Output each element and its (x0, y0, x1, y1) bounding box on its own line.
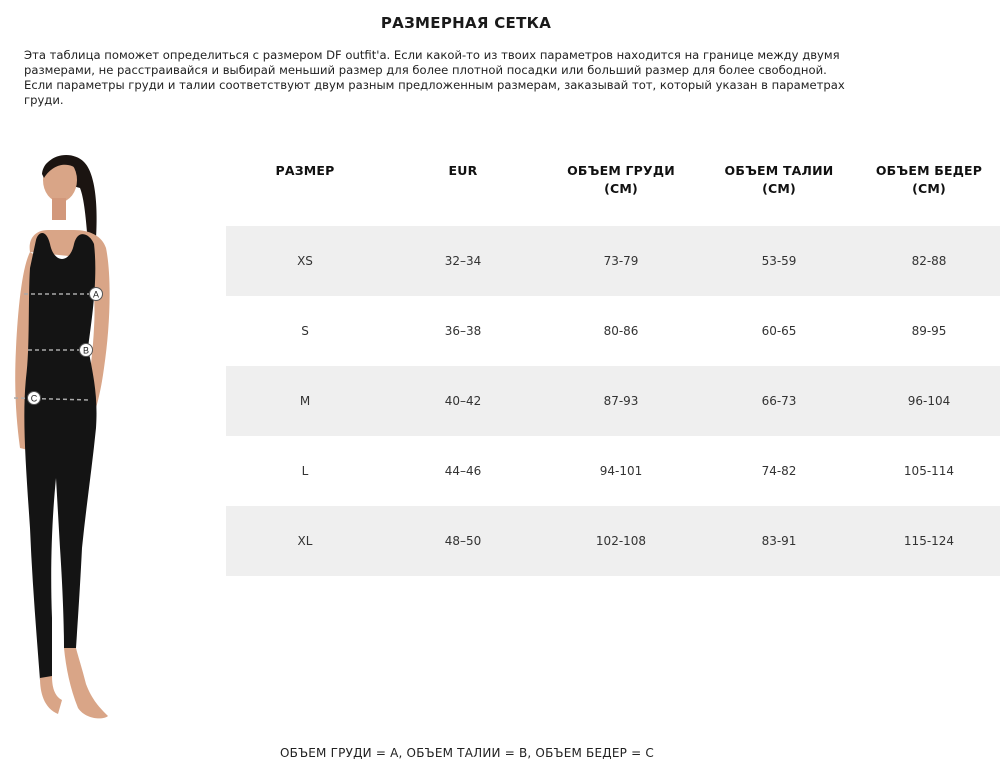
marker-label: A (92, 289, 100, 300)
measurement-legend: ОБЪЕМ ГРУДИ = A, ОБЪЕМ ТАЛИИ = B, ОБЪЕМ БЕДЕР = C (280, 746, 654, 760)
cell-hips: 96-104 (858, 366, 1000, 436)
intro-line: Если параметры груди и талии соответствуют двум разным предложенным размерам, заказывай тот, который указан в параметрах (24, 78, 845, 92)
cell-bust: 87-93 (542, 366, 700, 436)
table-row (226, 506, 1000, 576)
header-label: РАЗМЕР (275, 163, 335, 178)
cell-bust: 80-86 (603, 324, 639, 338)
cell-eur: 44–46 (444, 464, 482, 478)
header-label: ОБЪЕМ БЕДЕР (875, 163, 983, 178)
cell-bust: 94-101 (599, 464, 643, 478)
header-waist (700, 150, 858, 226)
cell-eur: 40–42 (384, 366, 542, 436)
cell-bust: 102-108 (542, 506, 700, 576)
header-label-sub: (СМ) (912, 181, 946, 196)
intro-line: размерами, не расстраивайся и выбирай меньший размер для более плотной посадки или больший размер для более свободной. (24, 63, 827, 77)
cell-eur: 36–38 (444, 324, 482, 338)
header-bust (542, 150, 700, 226)
header-label-sub: (СМ) (604, 181, 638, 196)
table-row (226, 296, 1000, 366)
header-hips (858, 150, 1000, 226)
model-figure (0, 148, 160, 728)
cell-waist: 53-59 (700, 226, 858, 296)
cell-hips: 89-95 (911, 324, 947, 338)
header-label: EUR (448, 163, 478, 178)
cell-waist: 74-82 (761, 464, 797, 478)
model-illustration (0, 148, 160, 728)
cell-size: XL (226, 506, 384, 576)
header-label-sub: (СМ) (762, 181, 796, 196)
cell-eur: 48–50 (384, 506, 542, 576)
header-label: ОБЪЕМ ГРУДИ (567, 163, 675, 178)
cell-size: M (226, 366, 384, 436)
table-row (226, 436, 1000, 506)
cell-size: S (301, 324, 309, 338)
intro-line: Эта таблица поможет определиться с размером DF outfit'a. Если какой-то из твоих параметров находится на границе между двумя (24, 48, 840, 62)
cell-hips: 105-114 (903, 464, 955, 478)
size-table (226, 150, 1000, 576)
cell-eur: 32–34 (384, 226, 542, 296)
page-title: РАЗМЕРНАЯ СЕТКА (380, 14, 552, 32)
header-label: ОБЪЕМ ТАЛИИ (724, 163, 834, 178)
cell-hips: 82-88 (858, 226, 1000, 296)
table-row (226, 226, 1000, 296)
marker-label: C (30, 393, 38, 404)
cell-waist: 60-65 (761, 324, 797, 338)
cell-bust: 73-79 (542, 226, 700, 296)
cell-waist: 66-73 (700, 366, 858, 436)
marker-c-icon (28, 392, 41, 405)
table-row (226, 366, 1000, 436)
marker-b-icon (80, 344, 93, 357)
intro-text (24, 48, 904, 108)
intro-line: груди. (24, 93, 64, 107)
header-size (226, 150, 384, 226)
marker-a-icon (90, 288, 103, 301)
cell-size: L (301, 464, 309, 478)
cell-waist: 83-91 (700, 506, 858, 576)
cell-hips: 115-124 (858, 506, 1000, 576)
cell-size: XS (226, 226, 384, 296)
marker-label: B (82, 345, 90, 356)
header-eur (384, 150, 542, 226)
table-header-row (226, 150, 1000, 226)
